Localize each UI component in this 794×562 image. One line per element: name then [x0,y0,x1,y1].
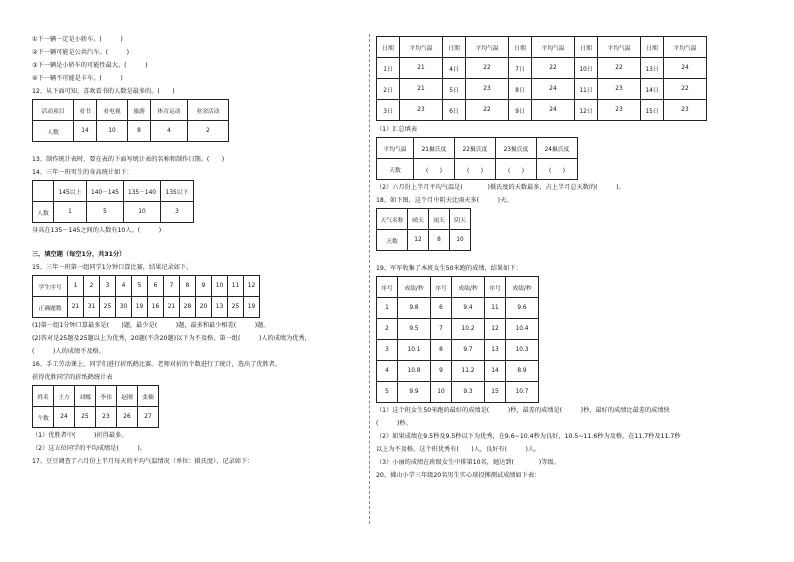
left-column [32,36,360,466]
temperature-table [376,36,707,121]
table-cell: 15日 [641,100,664,121]
table-cell: 22 [466,100,509,121]
table-cell: 22 [532,58,575,79]
table-cell: 赵刚 [117,386,138,407]
question-17-part-1: （1）汇总填表 [376,126,418,133]
table-cell: 序号 [431,277,452,298]
table-cell: 26 [117,407,138,428]
table-cell: 24 [532,79,575,100]
table-cell: 11日 [575,79,598,100]
table-cell: 24摄氏度 [537,138,578,159]
question-16-table-title: 获得优胜同学的折纸鹤统计表 [32,374,113,381]
table-cell: 30 [116,297,132,318]
table-cell: 日期 [443,37,466,58]
question-16-part-2: （2）这五位同学的平均成绩是( )。 [32,445,146,452]
table-cell: 14 [485,361,506,382]
table-cell: 平均气温 [598,37,641,58]
table-cell: 10 [450,230,471,251]
table-cell: 序号 [377,277,398,298]
table-cell: 145以上 [54,181,87,202]
table-cell: 1 [68,276,84,297]
table-cell: 业余活动 [188,100,229,121]
table-cell: 10日 [575,58,598,79]
table-cell: 学生序号 [33,276,68,297]
table-cell: 2 [377,319,398,340]
table-cell: 5日 [443,79,466,100]
table-cell: 13 [212,297,228,318]
table-cell: 10 [431,382,452,403]
table-cell: 12 [244,276,260,297]
table-cell: 23 [466,79,509,100]
question-19: 19、军军收集了本班女生50米跑的成绩，结果如下： [376,265,522,272]
question-15-part-2: (2)答对是25题及25题以上为优秀，20题(不含20题)以下为不及格，第一组( )人的成绩为优秀， [32,335,311,342]
table-cell: 1日 [377,58,400,79]
option-2: ②下一辆可能是公共汽车。( ) [32,49,129,56]
table-cell: 晴天 [408,209,429,230]
table-row [377,58,707,79]
table-cell: 9日 [509,100,532,121]
table-cell: 8 [128,121,151,142]
table-cell: 4 [116,276,132,297]
table-cell: 4日 [443,58,466,79]
table-cell: 23摄氏度 [496,138,537,159]
table-cell: 序号 [485,277,506,298]
question-19-part-3: （3）小丽的成绩在班级女生中排第10名，她达到( )等级。 [376,459,560,466]
table-cell: 12日 [575,100,598,121]
question-14-statement: 身高在135－145之间的人数有10人。( ) [32,227,162,234]
table-cell: 4 [151,121,188,142]
table-cell: 7 [164,276,180,297]
table-cell: 15 [485,382,506,403]
question-19-part-1: （1）这个班女生50米跑的最好的成绩是( )秒，最差的成绩是( )秒，最好的成绩比最差的成绩快 [376,407,670,414]
table-cell: 日期 [509,37,532,58]
table-cell: 22 [598,58,641,79]
table-cell: 140－145 [87,181,124,202]
question-15-part-1: (1)第一组1分钟口算最多是( )题，最少是( )题，最多和最少相差( )题。 [32,322,270,329]
table-cell: 135－140 [124,181,161,202]
table-cell: 活动项目 [33,100,74,121]
table-cell: 31 [84,297,100,318]
table-cell: 看书 [74,100,97,121]
table-cell [33,181,54,202]
table-cell: 张楠 [138,386,159,407]
table-cell: 22 [664,79,707,100]
table-cell: 9.6 [506,298,539,319]
height-table [32,180,194,223]
table-cell: 24 [532,100,575,121]
column-divider [369,34,370,524]
table-row [377,298,539,319]
table-cell: 28 [180,297,196,318]
table-cell: 10 [212,276,228,297]
table-cell: 2日 [377,79,400,100]
question-15-part-2b: ( )人的成绩不及格。 [32,348,105,355]
table-cell: 天数 [377,230,408,251]
table-cell: 10.7 [506,382,539,403]
table-cell: 23 [400,100,443,121]
table-cell: 成绩/秒 [398,277,431,298]
table-cell: 体育运动 [151,100,188,121]
table-cell: 11.2 [452,361,485,382]
table-row [377,319,539,340]
table-cell: 3 [100,276,116,297]
table-cell: 8 [431,340,452,361]
table-cell: 11 [228,276,244,297]
paper-crane-table [32,385,159,428]
table-cell: 1 [54,202,87,223]
question-13: 13、制作统计表时，要在表的下面写统计表的名称和制作日期。( ) [32,156,225,163]
table-cell: 日期 [641,37,664,58]
table-cell: ( ) [455,159,496,180]
table-cell: 9 [196,276,212,297]
table-cell: 9 [431,361,452,382]
table-cell: 人数 [33,121,74,142]
table-cell: 23 [664,100,707,121]
table-cell: 27 [138,407,159,428]
table-cell: 23 [598,100,641,121]
table-cell: 21 [164,297,180,318]
table-cell: 23 [96,407,117,428]
question-19-part-2b: 以上为不及格。这个班优秀有( )人，良好有( )人。 [376,446,541,453]
table-cell: 8 [429,230,450,251]
table-cell: 正确题数 [33,297,68,318]
table-cell: 9.5 [398,319,431,340]
table-cell: 16 [148,297,164,318]
table-cell: 9.4 [452,298,485,319]
table-cell: 10 [124,202,161,223]
table-cell: ( ) [414,159,455,180]
table-cell: 3日 [377,100,400,121]
table-cell: 2 [188,121,229,142]
table-cell: 6 [431,298,452,319]
table-cell: 7日 [509,58,532,79]
question-19-part-1b: ( )秒。 [376,420,412,427]
question-19-part-2: （2）如果成绩在9.5秒及9.5秒以下为优秀，在9.6~10.4秒为良好，10.5~11.6秒为及格，在11.7秒及11.7秒 [376,433,681,440]
activity-table [32,99,229,142]
table-cell: 135以下 [161,181,194,202]
table-cell: 3 [377,340,398,361]
question-17: 17、豆豆调查了六月份上半月每天的平均气温情况（单位：摄氏度），记录如下： [32,458,254,465]
table-cell: 9.3 [452,382,485,403]
table-cell: 10 [97,121,128,142]
table-cell: 5 [87,202,124,223]
table-cell: 个数 [33,407,54,428]
table-cell: 天气名称 [377,209,408,230]
table-cell: 8日 [509,79,532,100]
table-cell: 20 [196,297,212,318]
table-cell: ( ) [496,159,537,180]
right-column [376,36,766,480]
table-cell: 8.9 [506,361,539,382]
table-cell: 21 [68,297,84,318]
option-3: ③下一辆是小轿车的可能性最大。( ) [32,62,148,69]
option-4: ④下一辆不可能是卡车。( ) [32,75,123,82]
table-cell: 姓名 [33,386,54,407]
weather-table [376,208,471,251]
table-cell: 8 [180,276,196,297]
table-cell: 7 [431,319,452,340]
table-cell: 6 [148,276,164,297]
question-16: 16、手工劳动课上，同学们进行折纸鹤比赛。老师对折的个数进行了统计，选出了优胜者。 [32,361,282,368]
table-cell: 4 [377,361,398,382]
table-cell: 21 [400,79,443,100]
table-cell: 10.4 [506,319,539,340]
question-17-part-2: （2）六月份上半月平均气温是( )摄氏度的天数最多，占上半月总天数的( )。 [376,184,625,191]
table-cell: 平均气温 [400,37,443,58]
table-cell: 平均气温 [466,37,509,58]
table-cell: 19 [132,297,148,318]
table-cell: 平均气温 [664,37,707,58]
table-cell: 25 [75,407,96,428]
oral-math-table [32,275,260,318]
table-row [377,382,539,403]
table-cell: 22摄氏度 [455,138,496,159]
table-cell: 日期 [377,37,400,58]
table-cell: 日期 [575,37,598,58]
table-cell: 雨天 [429,209,450,230]
table-cell: 12 [408,230,429,251]
table-cell: 成绩/秒 [506,277,539,298]
table-cell: 24 [664,58,707,79]
table-cell: 14日 [641,79,664,100]
table-cell: 9.8 [398,298,431,319]
table-cell: 成绩/秒 [452,277,485,298]
table-cell: 5 [132,276,148,297]
table-row [377,361,539,382]
question-12: 12、从下面可知，喜欢看书的人数是最多的。( ) [32,88,175,95]
table-cell: 23 [598,79,641,100]
table-cell: 10.8 [398,361,431,382]
question-18: 18、如下图，这个月中阴天比雨天多( )天。 [376,197,513,204]
table-cell: 13 [485,340,506,361]
table-cell: 王方 [54,386,75,407]
table-row [377,100,707,121]
table-row [377,340,539,361]
table-cell: 看电视 [97,100,128,121]
table-cell: 19 [244,297,260,318]
table-cell: 李伟 [96,386,117,407]
table-cell: 平均气温 [532,37,575,58]
table-cell: 人数 [33,202,54,223]
temperature-summary-table [376,137,578,180]
table-cell: 阴天 [450,209,471,230]
table-cell: 3 [161,202,194,223]
section-heading: 三、填空题（每空1分，共31分） [32,251,126,258]
table-cell: 22 [466,58,509,79]
table-cell: ( ) [537,159,578,180]
table-row [377,79,707,100]
table-cell: 14 [74,121,97,142]
question-14: 14、三年一班男生的身高统计如下： [32,169,133,176]
table-cell: 21摄氏度 [414,138,455,159]
table-cell: 21 [400,58,443,79]
table-cell: 2 [84,276,100,297]
table-cell: 25 [100,297,116,318]
table-cell: 12 [485,319,506,340]
table-cell: 13日 [641,58,664,79]
question-20: 20、佛山小学三年级20名男生实心球投掷测试成绩如下表： [376,472,541,479]
table-cell: 平均气温 [377,138,414,159]
table-cell: 24 [54,407,75,428]
question-16-part-1: （1）优胜者中( )折得最多。 [32,432,128,439]
option-1: ①下一辆一定是小轿车。( ) [32,36,123,43]
table-cell: 10.1 [398,340,431,361]
table-cell: 1 [377,298,398,319]
table-cell: 天数 [377,159,414,180]
table-cell: 刘娜 [75,386,96,407]
table-cell: 9.7 [452,340,485,361]
table-cell: 25 [228,297,244,318]
question-15: 15、三年一班第一组同学1分钟口算比赛，结果记录如下。 [32,264,193,271]
table-cell: 10.3 [506,340,539,361]
table-cell: 10.2 [452,319,485,340]
running-results-table [376,276,539,403]
table-cell: 5 [377,382,398,403]
table-cell: 9.9 [398,382,431,403]
table-cell: 11 [485,298,506,319]
table-cell: 旅游 [128,100,151,121]
table-cell: 6日 [443,100,466,121]
